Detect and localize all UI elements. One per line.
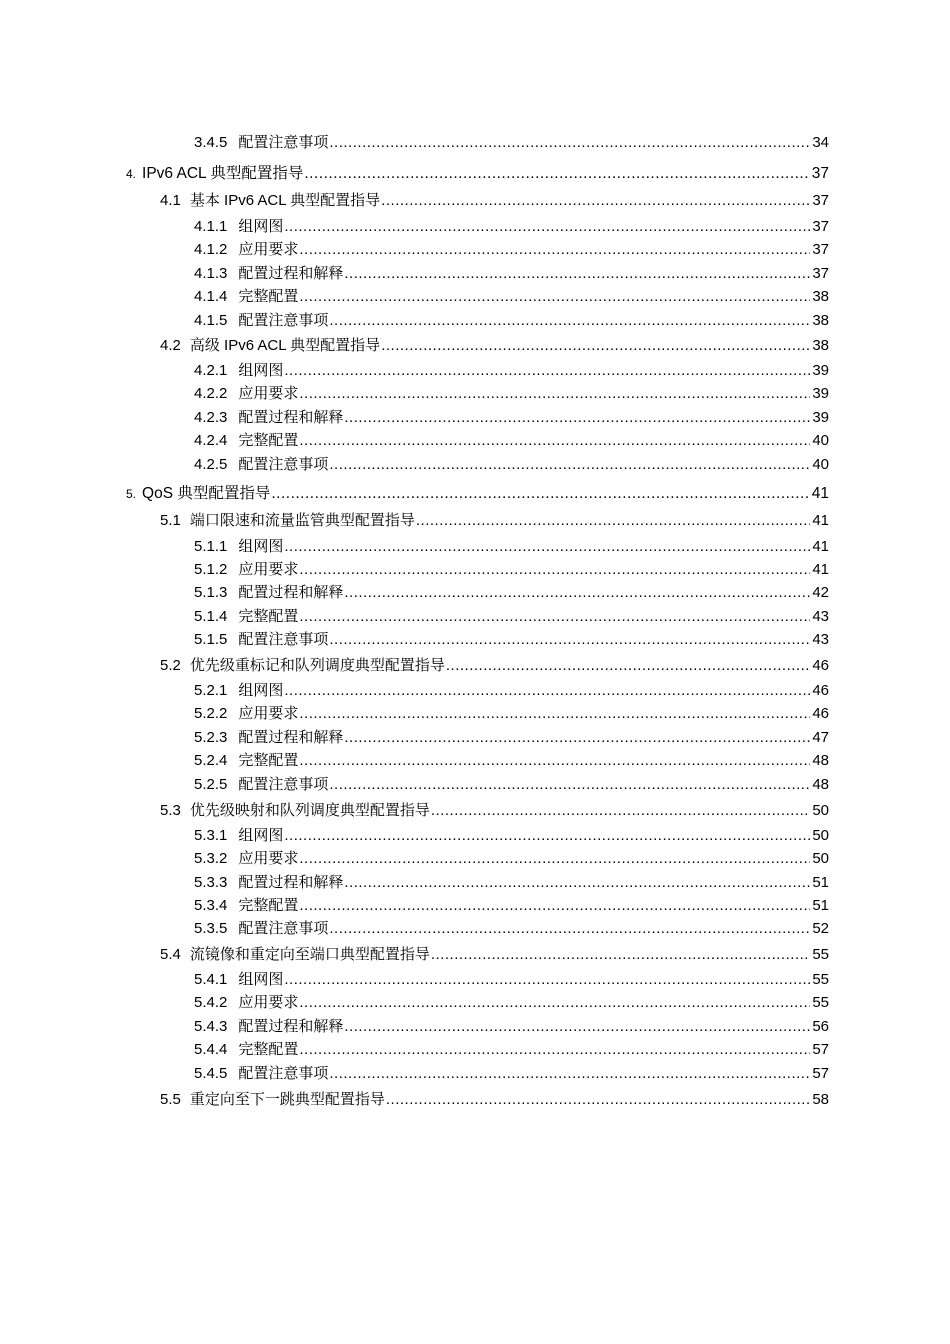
- toc-entry[interactable]: [0, 536, 950, 558]
- toc-entry-number: 5.4: [160, 946, 181, 963]
- toc-entry-page: 39: [812, 409, 829, 426]
- toc-entry-page: 40: [812, 456, 829, 473]
- toc-entry-page: 38: [812, 312, 829, 329]
- toc-entry[interactable]: [0, 383, 950, 405]
- toc-entry-number: 4.2.4: [194, 432, 228, 449]
- toc-entry[interactable]: [0, 895, 950, 917]
- toc-entry-number: 4.1.1: [194, 218, 228, 235]
- toc-entry[interactable]: [0, 407, 950, 429]
- toc-entry-page: 50: [812, 827, 829, 844]
- toc-dot-leader: [431, 944, 810, 966]
- toc-entry-page: 41: [811, 485, 829, 502]
- toc-entry[interactable]: [0, 454, 950, 476]
- toc-entry[interactable]: [0, 582, 950, 604]
- toc-entry-page: 37: [812, 241, 829, 258]
- toc-entry-page: 38: [812, 337, 829, 354]
- toc-entry-page: 34: [812, 134, 829, 151]
- toc-entry-number: 5.1.5: [194, 631, 228, 648]
- toc-entry-number: 5.3.2: [194, 850, 228, 867]
- toc-entry-page: 40: [812, 432, 829, 449]
- toc-entry-number: 5.1: [160, 512, 181, 529]
- toc-entry-title: 组网图: [238, 827, 284, 844]
- toc-entry-number: 5.4.4: [194, 1041, 228, 1058]
- toc-dot-leader: [431, 800, 810, 822]
- toc-entry[interactable]: [0, 992, 950, 1014]
- toc-dot-leader: [329, 774, 810, 796]
- toc-entry-title: 优先级映射和队列调度典型配置指导: [189, 802, 430, 819]
- toc-dot-leader: [299, 895, 810, 917]
- toc-entry[interactable]: [0, 1063, 950, 1085]
- toc-dot-leader: [329, 918, 810, 940]
- toc-entry-page: 48: [812, 752, 829, 769]
- toc-entry-number: 5.4.3: [194, 1018, 228, 1035]
- toc-dot-leader: [329, 132, 810, 154]
- toc-dot-leader: [299, 606, 810, 628]
- toc-entry-title: 组网图: [238, 971, 284, 988]
- toc-entry-page: 48: [812, 776, 829, 793]
- toc-entry-number: 4.2.2: [194, 385, 228, 402]
- toc-entry-title: 应用要求: [238, 994, 299, 1011]
- toc-entry-number: 5.2.1: [194, 682, 228, 699]
- toc-dot-leader: [299, 559, 810, 581]
- toc-entry-title: 完整配置: [238, 432, 299, 449]
- toc-entry[interactable]: [0, 1039, 950, 1061]
- toc-dot-leader: [299, 430, 810, 452]
- toc-entry[interactable]: [0, 190, 950, 212]
- toc-dot-leader: [329, 629, 810, 651]
- toc-entry[interactable]: [0, 286, 950, 308]
- toc-dot-leader: [381, 335, 810, 357]
- toc-entry-number: 5.3.5: [194, 920, 228, 937]
- toc-entry[interactable]: [0, 703, 950, 725]
- toc-entry-number: 3.4.5: [194, 134, 228, 151]
- toc-dot-leader: [284, 216, 810, 238]
- toc-entry-title: 配置过程和解释: [238, 729, 344, 746]
- toc-entry[interactable]: [0, 430, 950, 452]
- toc-entry[interactable]: [0, 969, 950, 991]
- toc-entry[interactable]: [0, 163, 950, 185]
- toc-entry-number: 5.2.3: [194, 729, 228, 746]
- toc-entry-title: 组网图: [238, 538, 284, 555]
- toc-entry[interactable]: [0, 655, 950, 677]
- toc-dot-leader: [271, 483, 809, 505]
- toc-entry-number: 4.2.3: [194, 409, 228, 426]
- toc-entry[interactable]: [0, 800, 950, 822]
- toc-entry-page: 52: [812, 920, 829, 937]
- toc-entry[interactable]: [0, 848, 950, 870]
- toc-dot-leader: [344, 727, 810, 749]
- toc-dot-leader: [446, 655, 810, 677]
- toc-entry-number: 4.1.3: [194, 265, 228, 282]
- toc-entry-number: 5.3.3: [194, 874, 228, 891]
- toc-entry-page: 38: [812, 288, 829, 305]
- toc-entry-title: 高级 IPv6 ACL 典型配置指导: [189, 337, 381, 354]
- toc-entry-title: 组网图: [238, 218, 284, 235]
- toc-entry-page: 58: [812, 1091, 829, 1108]
- toc-entry-number: 5.2.5: [194, 776, 228, 793]
- toc-dot-leader: [344, 407, 810, 429]
- toc-entry-page: 37: [811, 165, 829, 182]
- toc-dot-leader: [416, 510, 810, 532]
- toc-entry-number: 4.1.2: [194, 241, 228, 258]
- toc-dot-leader: [381, 190, 810, 212]
- toc-entry-title: 应用要求: [238, 705, 299, 722]
- toc-entry-page: 50: [812, 850, 829, 867]
- toc-entry[interactable]: [0, 335, 950, 357]
- toc-entry-page: 37: [812, 218, 829, 235]
- toc-dot-leader: [329, 1063, 810, 1085]
- toc-dot-leader: [299, 750, 810, 772]
- toc-entry-page: 46: [812, 682, 829, 699]
- toc-entry-title: 应用要求: [238, 850, 299, 867]
- toc-dot-leader: [299, 383, 810, 405]
- toc-entry-page: 50: [812, 802, 829, 819]
- toc-entry-title: 完整配置: [238, 752, 299, 769]
- toc-dot-leader: [299, 992, 810, 1014]
- toc-entry-number: 5.1.4: [194, 608, 228, 625]
- toc-entry[interactable]: [0, 872, 950, 894]
- toc-dot-leader: [386, 1089, 810, 1111]
- toc-entry-page: 55: [812, 994, 829, 1011]
- toc-entry-page: 46: [812, 657, 829, 674]
- toc-dot-leader: [344, 1016, 810, 1038]
- toc-entry-number: 5.2.4: [194, 752, 228, 769]
- toc-entry-page: 57: [812, 1065, 829, 1082]
- toc-entry-page: 55: [812, 946, 829, 963]
- toc-entry-title: 完整配置: [238, 288, 299, 305]
- toc-entry-title: 配置注意事项: [238, 631, 329, 648]
- toc-entry-page: 55: [812, 971, 829, 988]
- toc-entry-title: 优先级重标记和队列调度典型配置指导: [189, 657, 445, 674]
- toc-entry-number: 4.1.4: [194, 288, 228, 305]
- toc-entry-number: 4.2.1: [194, 362, 228, 379]
- toc-entry-title: 重定向至下一跳典型配置指导: [189, 1091, 385, 1108]
- toc-entry-number: 4.2.5: [194, 456, 228, 473]
- toc-dot-leader: [344, 263, 810, 285]
- toc-entry[interactable]: [0, 750, 950, 772]
- toc-dot-leader: [299, 848, 810, 870]
- toc-entry[interactable]: [0, 510, 950, 532]
- toc-entry-page: 43: [812, 631, 829, 648]
- toc-entry-page: 51: [812, 897, 829, 914]
- toc-dot-leader: [284, 680, 810, 702]
- toc-entry-number: 4.2: [160, 337, 181, 354]
- toc-dot-leader: [284, 536, 810, 558]
- toc-entry-page: 57: [812, 1041, 829, 1058]
- toc-dot-leader: [299, 286, 810, 308]
- toc-entry[interactable]: [0, 606, 950, 628]
- toc-entry-number: 5.5: [160, 1091, 181, 1108]
- toc-entry[interactable]: [0, 825, 950, 847]
- toc-dot-leader: [304, 163, 809, 185]
- toc-entry[interactable]: [0, 239, 950, 261]
- toc-entry-number: 5.1.1: [194, 538, 228, 555]
- toc-entry[interactable]: [0, 629, 950, 651]
- toc-entry-number: 5.3: [160, 802, 181, 819]
- toc-entry[interactable]: [0, 360, 950, 382]
- toc-dot-leader: [299, 239, 810, 261]
- toc-entry-page: 51: [812, 874, 829, 891]
- toc-entry-page: 56: [812, 1018, 829, 1035]
- toc-entry-title: 配置过程和解释: [238, 1018, 344, 1035]
- toc-dot-leader: [284, 360, 810, 382]
- toc-entry-page: 41: [812, 561, 829, 578]
- toc-entry-number: 5.4.5: [194, 1065, 228, 1082]
- toc-entry-page: 43: [812, 608, 829, 625]
- toc-dot-leader: [344, 872, 810, 894]
- toc-entry-title: 配置过程和解释: [238, 265, 344, 282]
- toc-entry-page: 42: [812, 584, 829, 601]
- toc-entry-number: 5.4.1: [194, 971, 228, 988]
- toc-dot-leader: [284, 825, 810, 847]
- toc-entry-number: 4.: [126, 167, 137, 181]
- toc-entry-title: 配置过程和解释: [238, 584, 344, 601]
- toc-dot-leader: [329, 310, 810, 332]
- toc-entry-number: 5.4.2: [194, 994, 228, 1011]
- toc-entry-number: 5.: [126, 487, 137, 501]
- toc-dot-leader: [329, 454, 810, 476]
- toc-entry-title: 配置注意事项: [238, 920, 329, 937]
- toc-entry-number: 4.1.5: [194, 312, 228, 329]
- toc-entry[interactable]: [0, 918, 950, 940]
- toc-entry-number: 5.1.2: [194, 561, 228, 578]
- toc-entry-title: 配置注意事项: [238, 134, 329, 151]
- toc-entry[interactable]: [0, 727, 950, 749]
- toc-entry[interactable]: [0, 216, 950, 238]
- toc-entry-page: 47: [812, 729, 829, 746]
- toc-entry-title: 配置过程和解释: [238, 409, 344, 426]
- toc-entry-page: 37: [812, 265, 829, 282]
- toc-entry-title: 完整配置: [238, 897, 299, 914]
- toc-entry-title: 应用要求: [238, 241, 299, 258]
- toc-entry-number: 5.3.4: [194, 897, 228, 914]
- toc-entry-number: 5.2.2: [194, 705, 228, 722]
- toc-dot-leader: [299, 1039, 810, 1061]
- toc-entry-title: 端口限速和流量监管典型配置指导: [189, 512, 415, 529]
- toc-entry-number: 5.2: [160, 657, 181, 674]
- toc-entry-title: 配置过程和解释: [238, 874, 344, 891]
- toc-entry-title: 组网图: [238, 682, 284, 699]
- toc-entry[interactable]: [0, 680, 950, 702]
- toc-entry-title: 配置注意事项: [238, 456, 329, 473]
- toc-entry-title: 配置注意事项: [238, 776, 329, 793]
- toc-entry-page: 39: [812, 385, 829, 402]
- toc-entry[interactable]: [0, 132, 950, 154]
- toc-entry-title: 基本 IPv6 ACL 典型配置指导: [189, 192, 381, 209]
- toc-entry-title: QoS 典型配置指导: [142, 485, 271, 502]
- toc-entry-page: 37: [812, 192, 829, 209]
- toc-entry[interactable]: [0, 774, 950, 796]
- toc-entry-page: 39: [812, 362, 829, 379]
- toc-entry-title: 应用要求: [238, 385, 299, 402]
- toc-dot-leader: [344, 582, 810, 604]
- toc-entry-title: 组网图: [238, 362, 284, 379]
- toc-entry-title: 配置注意事项: [238, 312, 329, 329]
- toc-entry-title: 流镜像和重定向至端口典型配置指导: [189, 946, 430, 963]
- toc-entry-page: 41: [812, 512, 829, 529]
- toc-entry-page: 46: [812, 705, 829, 722]
- toc-entry-title: IPv6 ACL 典型配置指导: [142, 165, 304, 182]
- toc-dot-leader: [284, 969, 810, 991]
- toc-entry-title: 完整配置: [238, 1041, 299, 1058]
- toc-entry[interactable]: [0, 310, 950, 332]
- toc-entry[interactable]: [0, 944, 950, 966]
- toc-entry[interactable]: [0, 559, 950, 581]
- toc-entry-title: 完整配置: [238, 608, 299, 625]
- toc-entry-number: 4.1: [160, 192, 181, 209]
- toc-entry[interactable]: [0, 1089, 950, 1111]
- toc-entry-title: 配置注意事项: [238, 1065, 329, 1082]
- toc-entry-page: 41: [812, 538, 829, 555]
- toc-entry-title: 应用要求: [238, 561, 299, 578]
- toc-entry[interactable]: [0, 483, 950, 505]
- toc-entry-number: 5.1.3: [194, 584, 228, 601]
- toc-entry-number: 5.3.1: [194, 827, 228, 844]
- toc-dot-leader: [299, 703, 810, 725]
- toc-entry[interactable]: [0, 1016, 950, 1038]
- toc-entry[interactable]: [0, 263, 950, 285]
